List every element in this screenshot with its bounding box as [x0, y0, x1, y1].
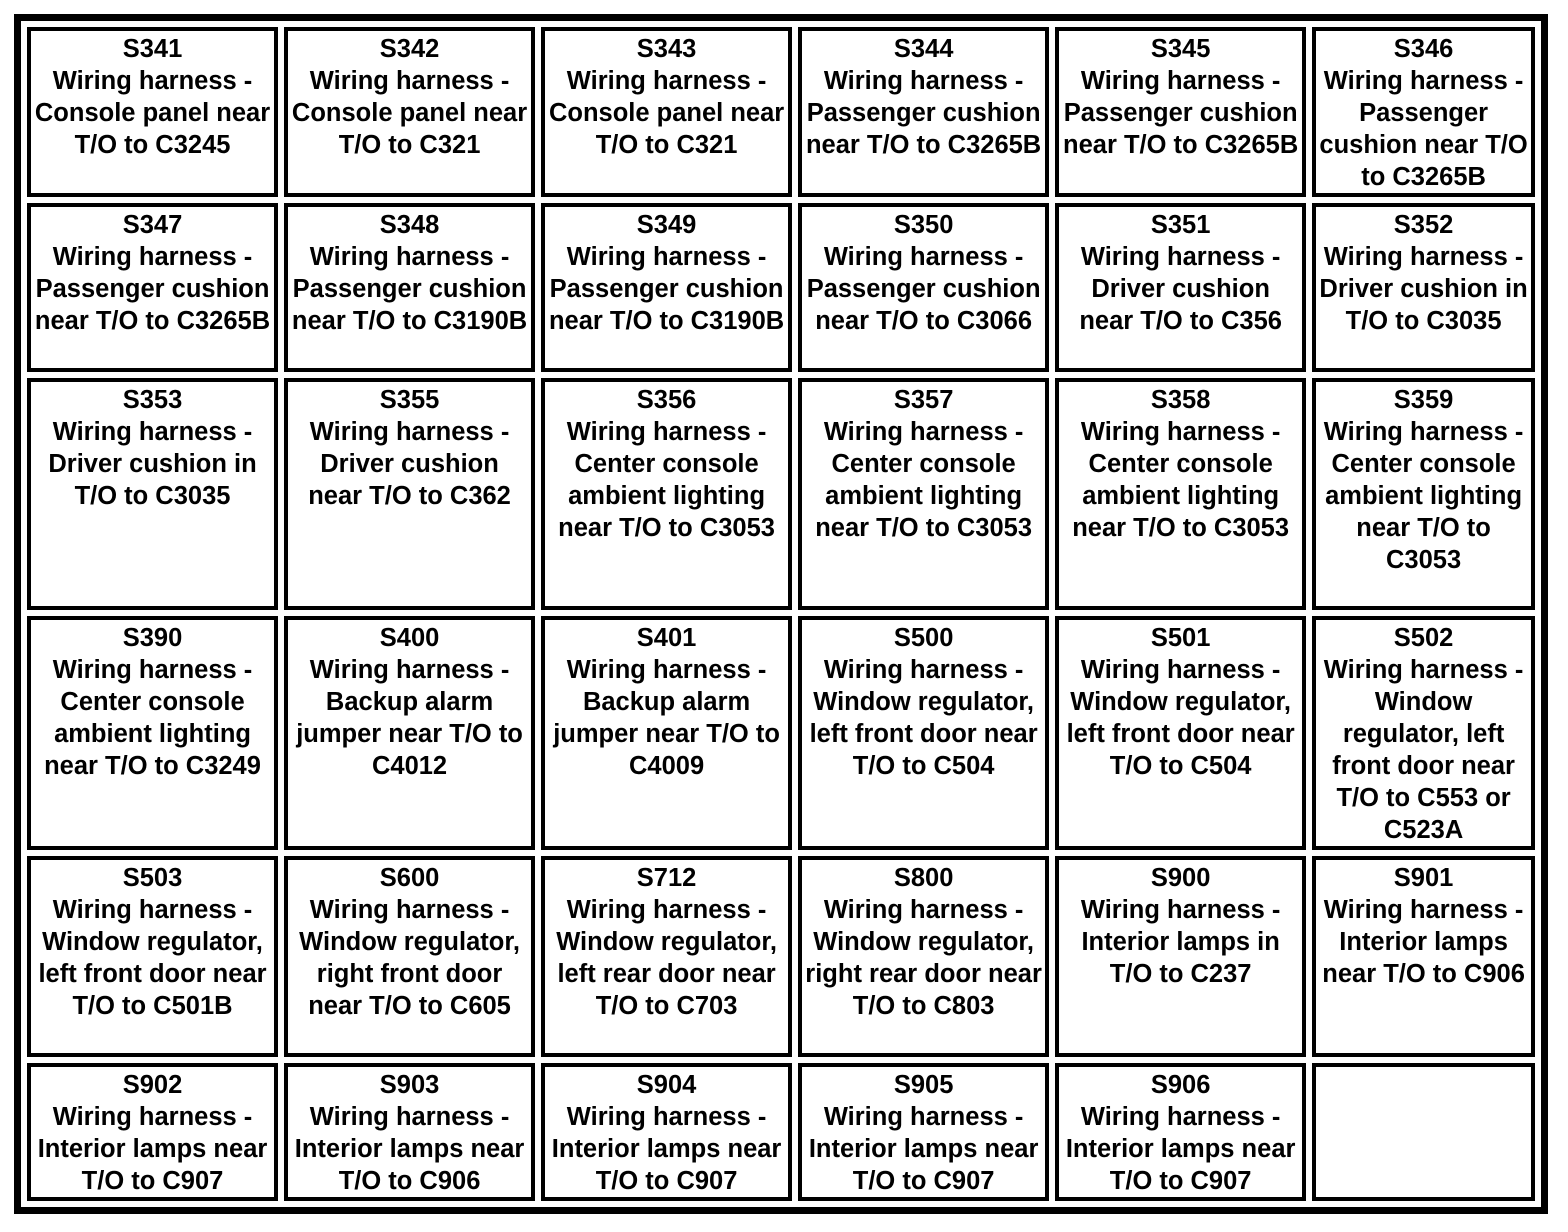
- splice-code: S800: [893, 864, 954, 893]
- splice-code: S900: [1150, 864, 1211, 893]
- splice-cell: [541, 27, 792, 197]
- splice-code: S341: [122, 35, 183, 63]
- splice-code: S400: [379, 623, 440, 652]
- splice-cell: [284, 1063, 535, 1201]
- empty-cell: [1312, 1063, 1535, 1201]
- splice-cell: [1312, 27, 1535, 197]
- splice-cell: [27, 203, 278, 371]
- splice-code: S903: [379, 1070, 440, 1099]
- splice-description: Wiring harness - Interior lamps in T/O to C237: [1080, 896, 1281, 989]
- splice-cell: [1312, 203, 1535, 371]
- splice-table-body: [27, 27, 1535, 1201]
- splice-code: S358: [1150, 385, 1211, 414]
- splice-description: Wiring harness - Passenger cushion near T/O to C3265B: [1063, 67, 1299, 159]
- splice-code: S503: [122, 864, 183, 893]
- splice-cell: [284, 203, 535, 371]
- splice-code: S345: [1150, 35, 1211, 63]
- splice-description: Wiring harness - Interior lamps near T/O to C907: [1065, 1102, 1296, 1195]
- splice-description: Wiring harness - Passenger cushion near T/O to C3190B: [548, 243, 785, 336]
- splice-cell: [541, 616, 792, 850]
- table-row: [27, 1063, 1535, 1201]
- splice-cell: [798, 856, 1049, 1056]
- splice-code: S346: [1393, 35, 1454, 63]
- splice-cell: [1055, 856, 1306, 1056]
- splice-description: Wiring harness - Interior lamps near T/O to C907: [808, 1102, 1039, 1195]
- splice-cell: [1055, 203, 1306, 371]
- splice-description: Wiring harness - Passenger cushion near T/O to C3265B: [805, 67, 1042, 159]
- splice-code: S906: [1150, 1070, 1211, 1099]
- splice-cell: [284, 616, 535, 850]
- splice-description: Wiring harness - Backup alarm jumper near T/O to C4012: [296, 655, 523, 780]
- splice-description: Wiring harness - Window regulator, left front door near T/O to C504: [1066, 655, 1295, 780]
- splice-cell: [27, 378, 278, 610]
- table-row: [27, 203, 1535, 371]
- splice-cell: [27, 1063, 278, 1201]
- splice-description: Wiring harness - Window regulator, left front door near T/O to C553 or C523A: [1323, 655, 1524, 844]
- splice-cell: [798, 616, 1049, 850]
- splice-code: S353: [122, 385, 183, 414]
- splice-description: Wiring harness - Passenger cushion near T/O to C3066: [806, 243, 1041, 336]
- splice-description: Wiring harness - Window regulator, left front door near T/O to C504: [809, 655, 1038, 780]
- table-row: [27, 378, 1535, 610]
- splice-description: Wiring harness - Window regulator, right front door near T/O to C605: [299, 896, 520, 1021]
- splice-code: S502: [1393, 623, 1454, 652]
- splice-description: Wiring harness - Window regulator, left front door near T/O to C501B: [38, 896, 267, 1021]
- splice-description: Wiring harness - Passenger cushion near T/O to C3265B: [34, 243, 271, 336]
- splice-code: S347: [122, 211, 183, 240]
- splice-code: S355: [379, 385, 440, 414]
- splice-cell: [1055, 1063, 1306, 1201]
- splice-location-table: [14, 14, 1548, 1214]
- splice-code: S357: [893, 385, 954, 414]
- splice-description: Wiring harness - Center console ambient lighting near T/O to C3249: [44, 655, 261, 780]
- splice-code: S349: [636, 211, 697, 240]
- splice-cell: [798, 1063, 1049, 1201]
- splice-code: S350: [893, 211, 954, 240]
- splice-description: Wiring harness - Driver cushion near T/O to C356: [1079, 243, 1282, 336]
- splice-cell: [1055, 616, 1306, 850]
- splice-code: S359: [1393, 385, 1454, 414]
- splice-description: Wiring harness - Console panel near T/O to C321: [291, 67, 528, 159]
- splice-cell: [798, 378, 1049, 610]
- splice-code: S905: [893, 1070, 954, 1099]
- splice-description: Wiring harness - Interior lamps near T/O to C906: [1322, 896, 1525, 989]
- splice-code: S390: [122, 623, 183, 652]
- splice-code: S344: [893, 35, 954, 63]
- splice-code: S348: [379, 211, 440, 240]
- splice-description: Wiring harness - Driver cushion near T/O to C362: [308, 417, 511, 510]
- splice-cell: [541, 378, 792, 610]
- splice-code: S342: [379, 35, 440, 63]
- splice-cell: [284, 856, 535, 1056]
- splice-code: S712: [636, 864, 697, 893]
- splice-code: S351: [1150, 211, 1211, 240]
- splice-code: S356: [636, 385, 697, 414]
- splice-cell: [798, 203, 1049, 371]
- splice-cell: [1312, 616, 1535, 850]
- splice-cell: [541, 856, 792, 1056]
- splice-description: Wiring harness - Center console ambient lighting near T/O to C3053: [558, 417, 775, 542]
- splice-description: Wiring harness - Interior lamps near T/O to C907: [37, 1102, 268, 1195]
- table-row: [27, 856, 1535, 1056]
- splice-description: Wiring harness - Window regulator, right rear door near T/O to C803: [805, 896, 1042, 1021]
- splice-cell: [541, 203, 792, 371]
- splice-description: Wiring harness - Console panel near T/O to C3245: [34, 67, 271, 159]
- splice-cell: [284, 27, 535, 197]
- splice-description: Wiring harness - Interior lamps near T/O to C906: [294, 1102, 525, 1195]
- splice-description: Wiring harness - Driver cushion in T/O to C3035: [1319, 243, 1528, 336]
- splice-cell: [1312, 378, 1535, 610]
- splice-code: S901: [1393, 864, 1454, 893]
- splice-cell: [284, 378, 535, 610]
- splice-cell: [27, 27, 278, 197]
- splice-code: S501: [1150, 623, 1211, 652]
- splice-description: Wiring harness - Center console ambient lighting near T/O to C3053: [815, 417, 1033, 542]
- splice-cell: [541, 1063, 792, 1201]
- splice-description: Wiring harness - Interior lamps near T/O to C907: [551, 1102, 782, 1195]
- splice-code: S600: [379, 864, 440, 893]
- splice-code: S343: [636, 35, 697, 63]
- splice-description: Wiring harness - Passenger cushion near T/O to C3265B: [1319, 67, 1528, 191]
- splice-cell: [1055, 27, 1306, 197]
- splice-description: Wiring harness - Passenger cushion near T/O to C3190B: [291, 243, 528, 336]
- splice-code: S902: [122, 1070, 183, 1099]
- splice-code: S401: [636, 623, 697, 652]
- splice-description: Wiring harness - Backup alarm jumper near T/O to C4009: [553, 655, 780, 780]
- splice-description: Wiring harness - Driver cushion in T/O to C3035: [48, 417, 257, 510]
- splice-code: S352: [1393, 211, 1454, 240]
- splice-cell: [27, 856, 278, 1056]
- splice-cell: [1055, 378, 1306, 610]
- table-row: [27, 616, 1535, 850]
- splice-cell: [1312, 856, 1535, 1056]
- table-row: [27, 27, 1535, 197]
- splice-cell: [27, 616, 278, 850]
- splice-description: Wiring harness - Center console ambient lighting near T/O to C3053: [1072, 417, 1290, 542]
- splice-cell: [798, 27, 1049, 197]
- splice-description: Wiring harness - Console panel near T/O to C321: [548, 67, 785, 159]
- splice-code: S500: [893, 623, 954, 652]
- splice-description: Wiring harness - Window regulator, left rear door near T/O to C703: [556, 896, 777, 1021]
- splice-description: Wiring harness - Center console ambient lighting near T/O to C3053: [1323, 417, 1524, 574]
- splice-code: S904: [636, 1070, 697, 1099]
